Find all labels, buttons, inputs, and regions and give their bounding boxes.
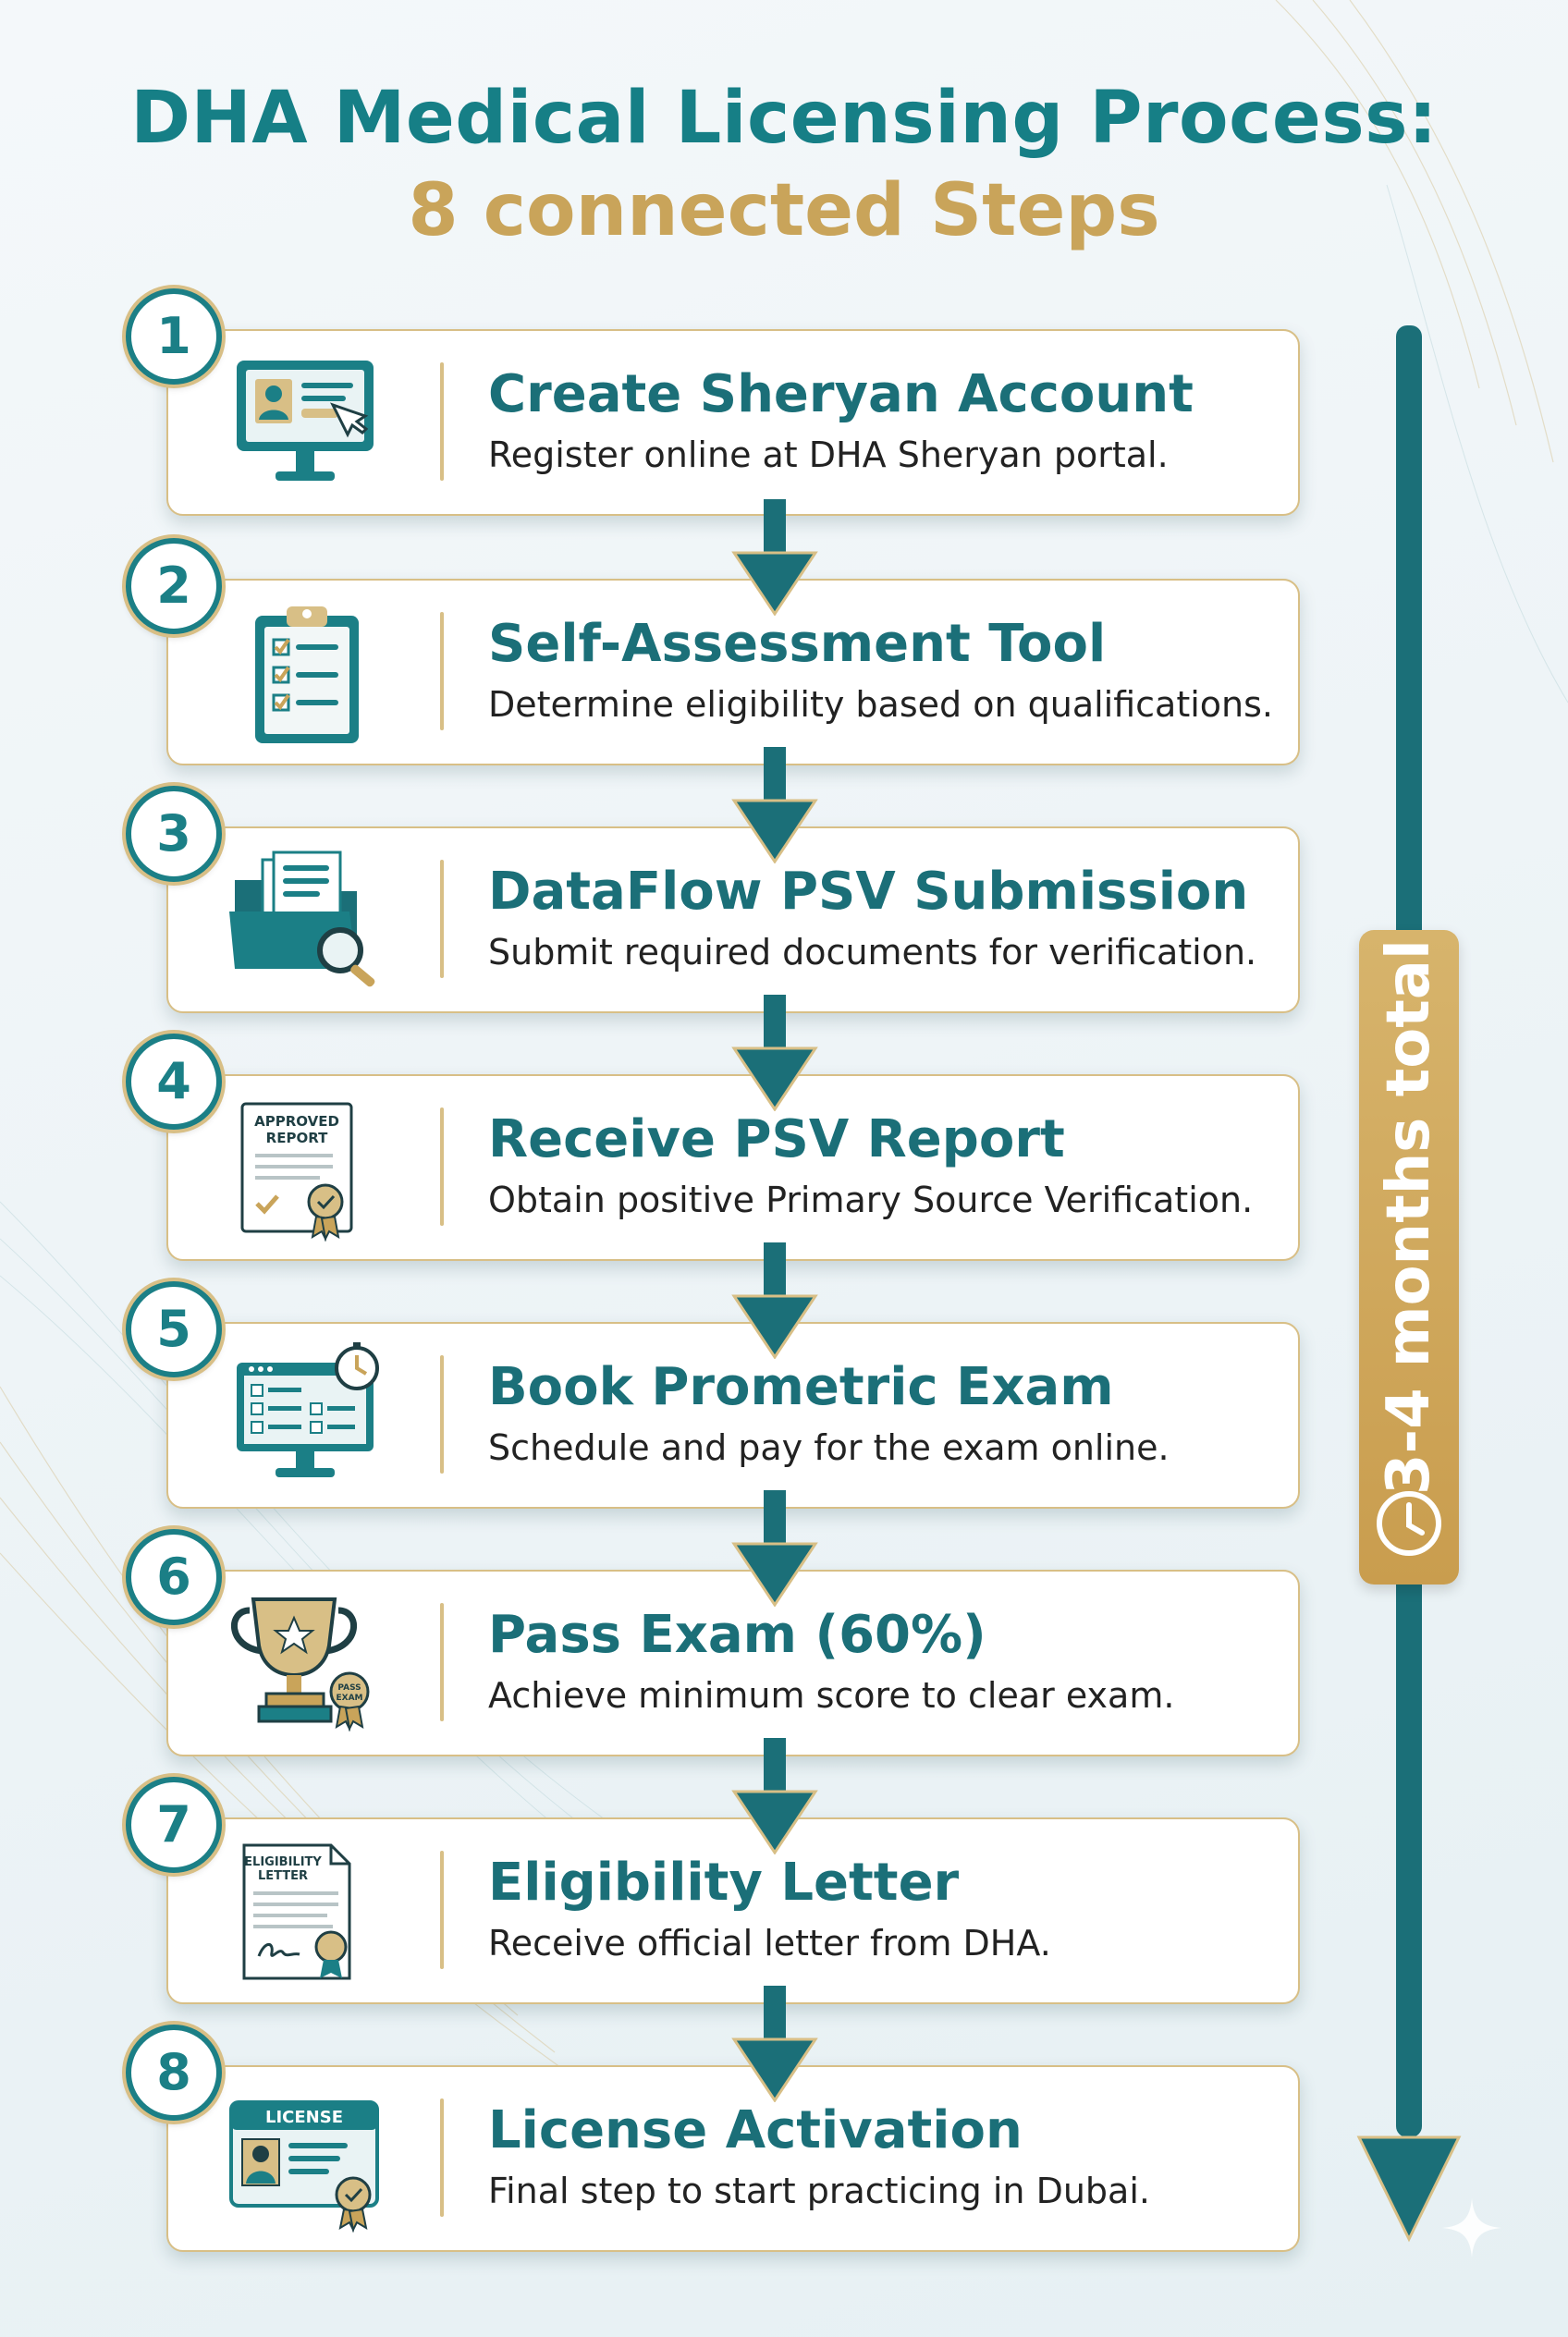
step-description: Receive official letter from DHA. bbox=[488, 1923, 1051, 1964]
step-description: Register online at DHA Sheryan portal. bbox=[488, 434, 1169, 475]
folder-magnifier-icon bbox=[222, 847, 388, 995]
step-title: Book Prometric Exam bbox=[488, 1357, 1114, 1417]
eligibility-letter-icon bbox=[222, 1838, 388, 1986]
title-main: DHA Medical Licensing Process: bbox=[130, 77, 1438, 160]
step-description: Obtain positive Primary Source Verification. bbox=[488, 1180, 1254, 1220]
step-1 bbox=[156, 307, 1300, 516]
step-number-badge: 4 bbox=[126, 1034, 222, 1130]
page-title bbox=[0, 72, 1568, 257]
exam-booking-monitor-icon bbox=[222, 1342, 388, 1490]
step-number-badge: 1 bbox=[126, 288, 222, 385]
step-number-badge: 7 bbox=[126, 1777, 222, 1873]
step-number-badge: 3 bbox=[126, 786, 222, 882]
step-title: Receive PSV Report bbox=[488, 1109, 1065, 1169]
step-title: License Activation bbox=[488, 2100, 1023, 2160]
divider bbox=[440, 2098, 444, 2217]
step-connector-arrow-icon bbox=[730, 1242, 819, 1359]
icon-text-license: LICENSE bbox=[265, 2108, 343, 2127]
step-description: Schedule and pay for the exam online. bbox=[488, 1427, 1170, 1468]
icon-text-letter: LETTER bbox=[257, 1869, 309, 1883]
approved-report-icon bbox=[222, 1095, 388, 1242]
step-title: Create Sheryan Account bbox=[488, 364, 1194, 424]
step-description: Final step to start practicing in Dubai. bbox=[488, 2171, 1150, 2211]
step-connector-arrow-icon bbox=[730, 1490, 819, 1607]
divider bbox=[440, 1107, 444, 1226]
step-number-badge: 5 bbox=[126, 1281, 222, 1377]
icon-text-eligibility: ELIGIBILITY bbox=[244, 1855, 322, 1869]
trophy-icon bbox=[222, 1590, 388, 1738]
step-description: Achieve minimum score to clear exam. bbox=[488, 1675, 1175, 1716]
step-title: Eligibility Letter bbox=[488, 1853, 960, 1913]
divider bbox=[440, 860, 444, 978]
step-description: Submit required documents for verification. bbox=[488, 932, 1257, 973]
step-description: Determine eligibility based on qualifications. bbox=[488, 684, 1274, 725]
step-connector-arrow-icon bbox=[730, 995, 819, 1111]
step-title: Self-Assessment Tool bbox=[488, 614, 1107, 674]
timeline-label: 3-4 months total bbox=[1375, 939, 1443, 1495]
step-title: DataFlow PSV Submission bbox=[488, 862, 1249, 922]
icon-text-pass: PASS bbox=[337, 1683, 361, 1693]
step-number-badge: 2 bbox=[126, 538, 222, 634]
divider bbox=[440, 1603, 444, 1721]
divider bbox=[440, 612, 444, 730]
title-subtitle: 8 connected Steps bbox=[408, 169, 1160, 252]
step-connector-arrow-icon bbox=[730, 499, 819, 616]
step-title: Pass Exam (60%) bbox=[488, 1605, 986, 1665]
clock-icon bbox=[1374, 1488, 1444, 1559]
clipboard-checklist-icon bbox=[222, 599, 388, 747]
step-number-badge: 8 bbox=[126, 2025, 222, 2121]
icon-text-exam: EXAM bbox=[336, 1694, 363, 1703]
icon-text-approved: APPROVED bbox=[254, 1113, 339, 1130]
step-connector-arrow-icon bbox=[730, 1986, 819, 2102]
step-connector-arrow-icon bbox=[730, 747, 819, 863]
divider bbox=[440, 1851, 444, 1969]
icon-text-report: REPORT bbox=[265, 1130, 328, 1146]
step-connector-arrow-icon bbox=[730, 1738, 819, 1854]
computer-profile-icon bbox=[222, 349, 388, 497]
divider bbox=[440, 362, 444, 481]
license-card-icon bbox=[222, 2086, 388, 2233]
step-number-badge: 6 bbox=[126, 1529, 222, 1625]
divider bbox=[440, 1355, 444, 1474]
